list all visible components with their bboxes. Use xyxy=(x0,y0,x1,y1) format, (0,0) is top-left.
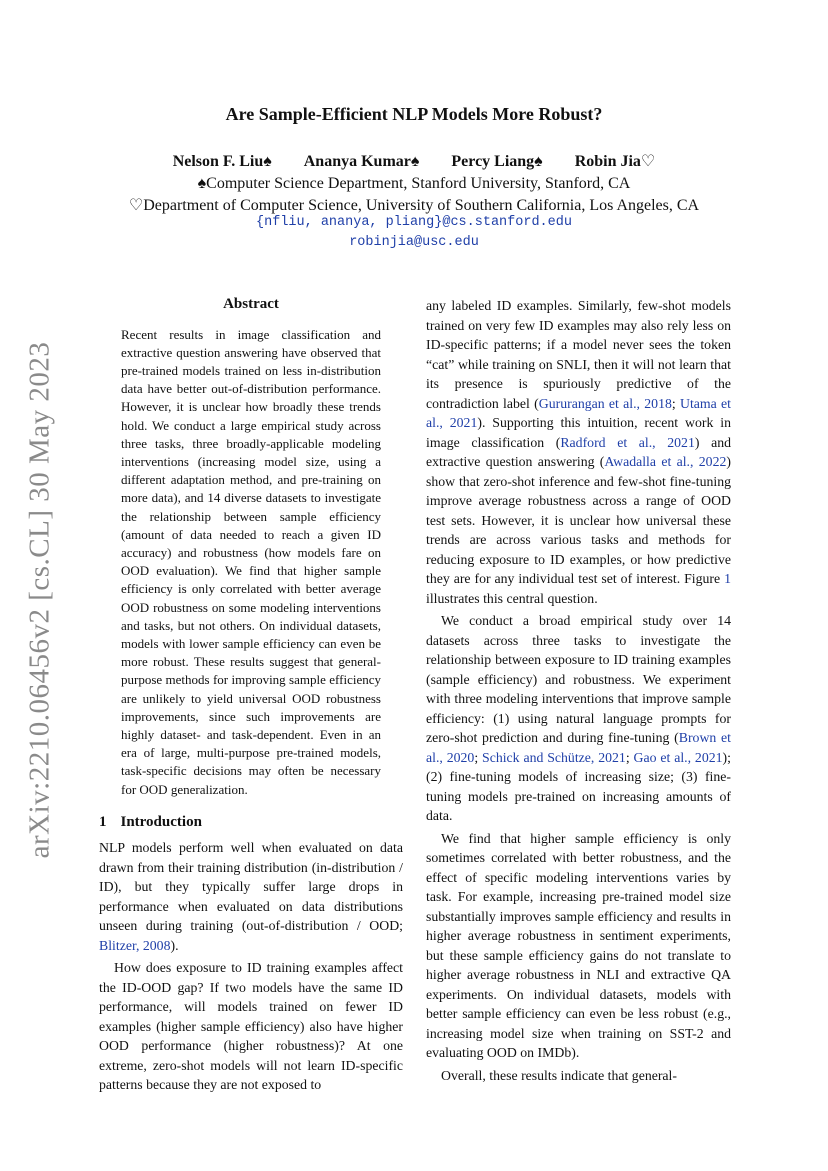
section-heading xyxy=(99,813,403,833)
paragraph-text: ; xyxy=(671,395,680,411)
paragraph-text: ). Supporting this intuition, recent work in image classification ( xyxy=(426,415,731,450)
author-name: Percy Liang♠ xyxy=(451,153,543,170)
paragraph-text: ) and extractive question answering ( xyxy=(426,434,732,469)
arxiv-identifier: arXiv:2210.06456v2 [cs.CL] 30 May 2023 xyxy=(23,341,56,859)
paragraph-text: ; xyxy=(474,749,483,765)
paragraph xyxy=(99,838,403,955)
author-name: Robin Jia♡ xyxy=(574,153,656,170)
paragraph-text: ); (2) fine-tuning models of increasing size; (3) fine-tuning models pre-trained on increasing amounts of data. xyxy=(426,749,731,823)
paragraph xyxy=(426,611,731,826)
citation-link[interactable]: Awadalla et al., 2022 xyxy=(604,454,727,469)
paragraph: We find that higher sample efficiency is only sometimes correlated with better robustness, and the effect of specific modeling interventions varies by task. For example, increasing pre-trained model size substantially improves sample efficiency and results in higher average robustness in sentiment experiments, but these sample efficiency gains do not translate to higher average robustness in NLI and extractive QA experiments. On individual datasets, models with better sample efficiency can even be less robust (e.g., increasing model size when training on SST-2 and evaluating OOD on IMDb). xyxy=(426,830,731,1060)
author-list xyxy=(0,151,828,171)
paragraph-text: NLP models perform well when evaluated on data drawn from their training distribution (in-distribution / ID), but they typically suffer large drops in performance when evaluated on data distributions unseen during training (out-of-distribution / OOD; xyxy=(99,840,403,934)
abstract-heading: Abstract xyxy=(223,296,279,312)
email-usc[interactable] xyxy=(0,235,828,250)
citation-link[interactable]: Radford et al., 2021 xyxy=(560,434,695,450)
paragraph: How does exposure to ID training examples affect the ID-OOD gap? If two models have the same ID performance, will models trained on fewer ID examples (higher sample efficiency) also have higher OOD performance (higher robustness)? At one extreme, zero-shot models will not learn ID-specific patterns because they are not exposed to xyxy=(99,960,403,1093)
section-number: 1 xyxy=(99,813,107,830)
email-link[interactable]: robinjia@usc.edu xyxy=(349,235,479,250)
citation-link[interactable]: Gururangan et al., 2018 xyxy=(538,395,672,411)
section-title: Introduction xyxy=(120,813,202,830)
affiliation-usc: ♡Department of Computer Science, University of Southern California, Los Angeles, CA xyxy=(128,197,700,214)
paragraph: Overall, these results indicate that general- xyxy=(441,1067,677,1083)
figure-reference-link[interactable]: 1 xyxy=(724,571,731,586)
paper-title: Are Sample-Efficient NLP Models More Robust? xyxy=(225,104,603,124)
paragraph-text: ). xyxy=(170,937,179,953)
right-column xyxy=(426,296,731,1085)
email-stanford[interactable] xyxy=(0,215,828,230)
paragraph-text: illustrates this central question. xyxy=(426,590,598,606)
left-column xyxy=(99,295,403,1095)
author-name: Ananya Kumar♠ xyxy=(303,153,420,170)
citation-link[interactable]: Utama et al., 2021 xyxy=(426,395,731,430)
affiliation-stanford: ♠Computer Science Department, Stanford University, Stanford, CA xyxy=(197,175,631,192)
citation-link[interactable]: Brown et al., 2020 xyxy=(426,730,731,765)
citation-link[interactable]: Gao et al., 2021 xyxy=(633,749,723,765)
paragraph-text: any labeled ID examples. Similarly, few-shot models trained on very few ID examples may also rely less on ID-specific patterns; if a model never sees the token “cat” while training on SNLI, then it will not learn that its presence is spuriously predictive of the contradiction label ( xyxy=(426,298,731,411)
paragraph xyxy=(426,296,731,608)
citation-link[interactable]: Schick and Schütze, 2021 xyxy=(482,749,626,765)
email-link[interactable]: {nfliu, ananya, pliang}@cs.stanford.edu xyxy=(256,215,572,230)
arxiv-sidebar xyxy=(18,341,62,859)
paragraph-text: ; xyxy=(625,749,634,765)
citation-link[interactable]: Blitzer, 2008 xyxy=(99,937,171,953)
paragraph-text: ) show that zero-shot inference and few-shot fine-tuning improve average robustness across a range of OOD test sets. However, it is unclear how universal these trends are across various tasks and methods for reducing exposure to ID examples, or how predictive they are for any individual test set of interest. Figure xyxy=(426,454,731,586)
abstract-text: Recent results in image classification and extractive question answering have observed that pre-trained models trained on less in-distribution data have better out-of-distribution performance. However, it is unclear how broadly these trends hold. We conduct a large empirical study across three tasks, three broadly-applicable modeling interventions (increasing model size, using a different adaptation method, and pre-training on more data), and 14 diverse datasets to investigate the relationship between sample efficiency (amount of data needed to reach a given ID accuracy) and robustness (how models fare on OOD evaluation). We find that higher sample efficiency is only correlated with better average OOD robustness on some modeling interventions and tasks, but not others. On individual datasets, models with lower sample efficiency can even be more robust. These results suggest that general-purpose methods for improving sample efficiency are unlikely to yield universal OOD robustness improvements, since such improvements are highly dataset- and task-dependent. Even in an era of large, multi-purpose pre-trained models, task-specific decisions may often be necessary for OOD generalization. xyxy=(121,326,381,797)
paragraph-text: We conduct a broad empirical study over 14 datasets across three tasks to investigate the relationship between exposure to ID training examples (sample efficiency) and robustness. We experiment with three modeling interventions that improve sample efficiency: (1) using natural language prompts for zero-shot prediction and during fine-tuning ( xyxy=(426,613,731,745)
author-name: Nelson F. Liu♠ xyxy=(172,153,272,170)
